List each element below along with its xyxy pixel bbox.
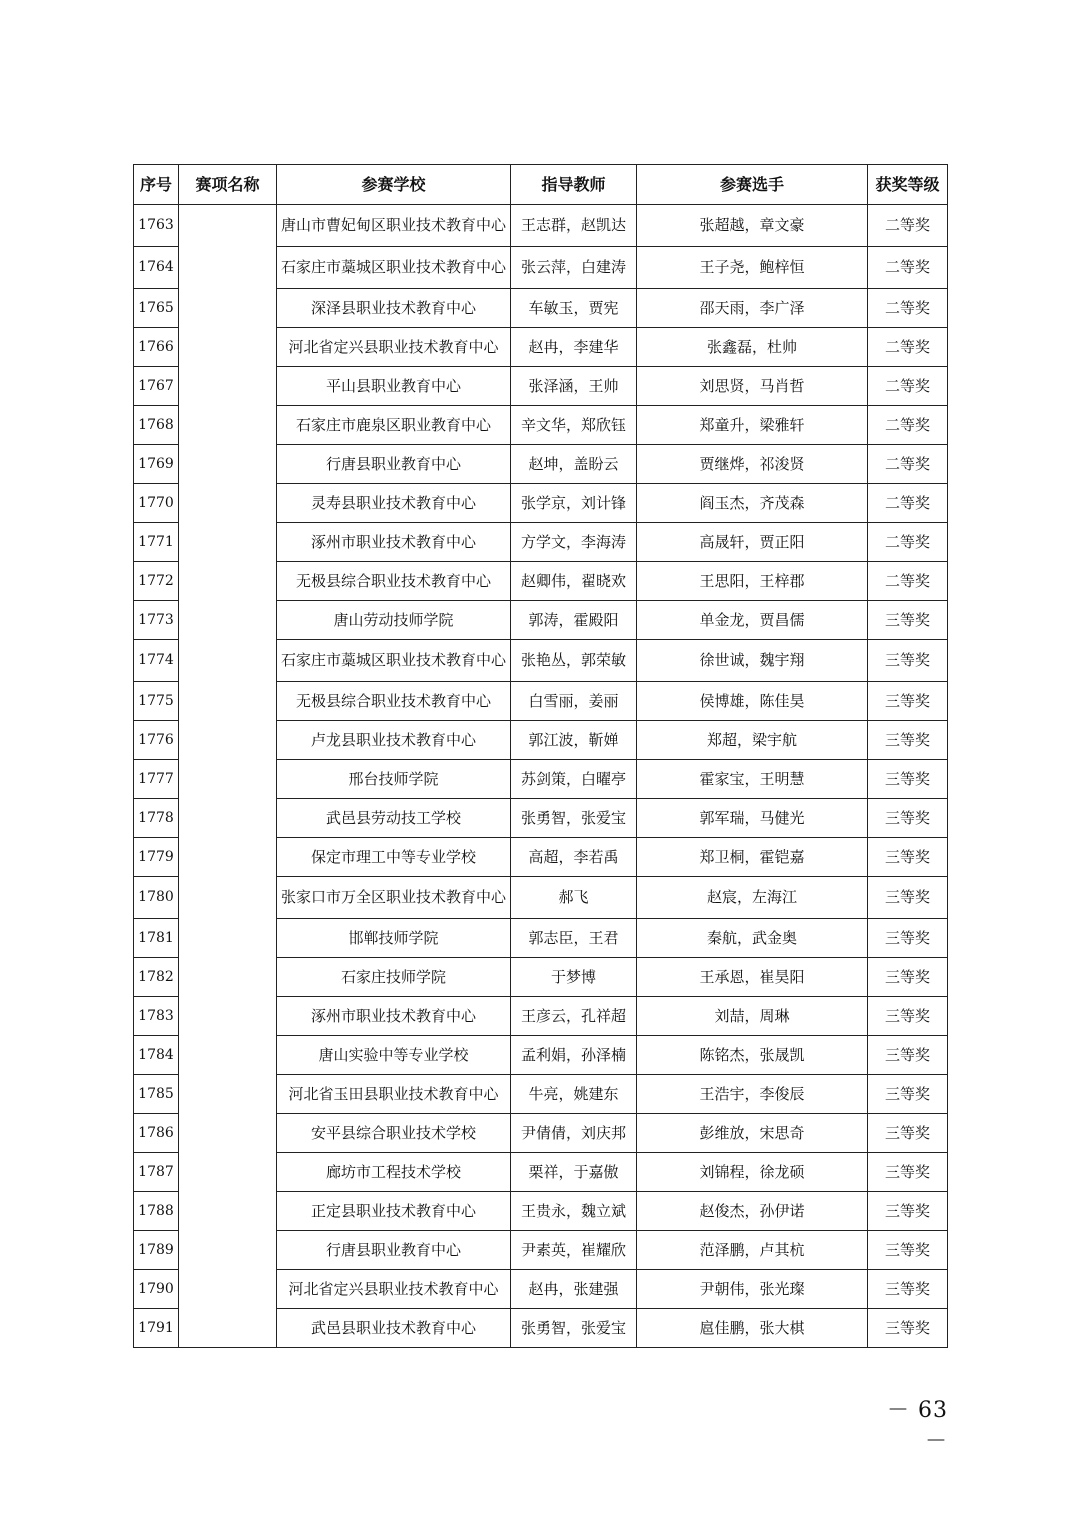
event-name-cell [179,205,277,1348]
serial-number-cell: 1790 [134,1270,179,1309]
instructor-cell: 赵冉，李建华 [511,328,637,367]
serial-number-cell: 1764 [134,247,179,289]
award-level-cell: 三等奖 [868,799,948,838]
serial-number-cell: 1773 [134,601,179,640]
contestants-cell: 范泽鹏，卢其杭 [637,1231,868,1270]
school-cell: 廊坊市工程技术学校 [277,1153,511,1192]
instructor-cell: 郭志臣，王君 [511,919,637,958]
contestants-cell: 张鑫磊，杜帅 [637,328,868,367]
instructor-cell: 白雪丽，姜丽 [511,682,637,721]
award-level-cell: 三等奖 [868,1153,948,1192]
instructor-cell: 郝飞 [511,877,637,919]
instructor-cell: 郭涛，霍殿阳 [511,601,637,640]
award-level-cell: 三等奖 [868,958,948,997]
serial-number-cell: 1769 [134,445,179,484]
contestants-cell: 郑超，梁宇航 [637,721,868,760]
header-award-level: 获奖等级 [868,165,948,205]
contestants-cell: 郑童升，梁雅轩 [637,406,868,445]
contestants-cell: 陈铭杰，张晟凯 [637,1036,868,1075]
contestants-cell: 高晟轩，贾正阳 [637,523,868,562]
award-level-cell: 三等奖 [868,1114,948,1153]
award-level-cell: 二等奖 [868,562,948,601]
school-cell: 唐山劳动技师学院 [277,601,511,640]
instructor-cell: 张学京，刘计锋 [511,484,637,523]
instructor-cell: 牛亮，姚建东 [511,1075,637,1114]
serial-number-cell: 1777 [134,760,179,799]
instructor-cell: 张云萍，白建涛 [511,247,637,289]
serial-number-cell: 1788 [134,1192,179,1231]
serial-number-cell: 1778 [134,799,179,838]
award-level-cell: 二等奖 [868,367,948,406]
award-level-cell: 二等奖 [868,484,948,523]
contestants-cell: 王子尧，鲍梓恒 [637,247,868,289]
instructor-cell: 孟利娟，孙泽楠 [511,1036,637,1075]
instructor-cell: 车敏玉，贾宪 [511,289,637,328]
contestants-cell: 徐世诚，魏宇翔 [637,640,868,682]
serial-number-cell: 1776 [134,721,179,760]
contestants-cell: 刘喆，周琳 [637,997,868,1036]
contestants-cell: 郑卫桐，霍铠嘉 [637,838,868,877]
award-level-cell: 三等奖 [868,1270,948,1309]
table-header [134,165,948,205]
contestants-cell: 扈佳鹏，张大棋 [637,1309,868,1348]
table-body [134,205,948,1348]
serial-number-cell: 1780 [134,877,179,919]
school-cell: 张家口市万全区职业技术教育中心 [277,877,511,919]
school-cell: 平山县职业教育中心 [277,367,511,406]
contestants-cell: 贾继烨，祁浚贤 [637,445,868,484]
serial-number-cell: 1766 [134,328,179,367]
award-level-cell: 二等奖 [868,205,948,247]
serial-number-cell: 1767 [134,367,179,406]
school-cell: 石家庄市藁城区职业技术教育中心 [277,640,511,682]
instructor-cell: 栗祥，于嘉傲 [511,1153,637,1192]
header-instructor: 指导教师 [511,165,637,205]
instructor-cell: 王彦云，孔祥超 [511,997,637,1036]
contestants-cell: 秦航，武金奥 [637,919,868,958]
instructor-cell: 方学文，李海涛 [511,523,637,562]
contestants-cell: 张超越，章文豪 [637,205,868,247]
instructor-cell: 高超，李若禹 [511,838,637,877]
school-cell: 邯郸技师学院 [277,919,511,958]
school-cell: 河北省玉田县职业技术教育中心 [277,1075,511,1114]
school-cell: 行唐县职业教育中心 [277,445,511,484]
instructor-cell: 于梦博 [511,958,637,997]
header-school: 参赛学校 [277,165,511,205]
contestants-cell: 霍家宝，王明慧 [637,760,868,799]
school-cell: 唐山实验中等专业学校 [277,1036,511,1075]
school-cell: 石家庄市鹿泉区职业教育中心 [277,406,511,445]
award-level-cell: 二等奖 [868,289,948,328]
award-level-cell: 二等奖 [868,247,948,289]
serial-number-cell: 1772 [134,562,179,601]
instructor-cell: 郭江波，靳婵 [511,721,637,760]
award-level-cell: 三等奖 [868,640,948,682]
award-level-cell: 三等奖 [868,721,948,760]
contestants-cell: 赵俊杰，孙伊诺 [637,1192,868,1231]
award-level-cell: 二等奖 [868,406,948,445]
school-cell: 唐山市曹妃甸区职业技术教育中心 [277,205,511,247]
contestants-cell: 刘思贤，马肖哲 [637,367,868,406]
contestants-cell: 王浩宇，李俊辰 [637,1075,868,1114]
award-level-cell: 二等奖 [868,523,948,562]
award-level-cell: 三等奖 [868,601,948,640]
serial-number-cell: 1774 [134,640,179,682]
contestants-cell: 彭维放，宋思奇 [637,1114,868,1153]
award-level-cell: 二等奖 [868,445,948,484]
award-level-cell: 三等奖 [868,877,948,919]
header-contestants: 参赛选手 [637,165,868,205]
contestants-cell: 赵宸，左海江 [637,877,868,919]
contestants-cell: 单金龙，贾昌儒 [637,601,868,640]
award-level-cell: 三等奖 [868,919,948,958]
award-level-cell: 三等奖 [868,997,948,1036]
school-cell: 保定市理工中等专业学校 [277,838,511,877]
award-level-cell: 三等奖 [868,1036,948,1075]
serial-number-cell: 1765 [134,289,179,328]
instructor-cell: 赵坤，盖盼云 [511,445,637,484]
contestants-cell: 邵天雨，李广泽 [637,289,868,328]
serial-number-cell: 1787 [134,1153,179,1192]
serial-number-cell: 1785 [134,1075,179,1114]
instructor-cell: 苏剑策，白曜亭 [511,760,637,799]
serial-number-cell: 1770 [134,484,179,523]
award-level-cell: 三等奖 [868,1231,948,1270]
serial-number-cell: 1782 [134,958,179,997]
instructor-cell: 尹素英，崔耀欣 [511,1231,637,1270]
serial-number-cell: 1789 [134,1231,179,1270]
school-cell: 河北省定兴县职业技术教育中心 [277,328,511,367]
instructor-cell: 王志群，赵凯达 [511,205,637,247]
serial-number-cell: 1786 [134,1114,179,1153]
contestants-cell: 王承恩，崔昊阳 [637,958,868,997]
school-cell: 石家庄市藁城区职业技术教育中心 [277,247,511,289]
table-row [134,205,948,247]
header-serial-number: 序号 [134,165,179,205]
school-cell: 行唐县职业教育中心 [277,1231,511,1270]
header-event-name: 赛项名称 [179,165,277,205]
award-level-cell: 三等奖 [868,682,948,721]
award-level-cell: 二等奖 [868,328,948,367]
serial-number-cell: 1771 [134,523,179,562]
school-cell: 涿州市职业技术教育中心 [277,523,511,562]
school-cell: 河北省定兴县职业技术教育中心 [277,1270,511,1309]
instructor-cell: 张泽涵，王帅 [511,367,637,406]
instructor-cell: 张勇智，张爱宝 [511,1309,637,1348]
header-row [134,165,948,205]
award-level-cell: 三等奖 [868,1192,948,1231]
instructor-cell: 赵卿伟，翟晓欢 [511,562,637,601]
serial-number-cell: 1791 [134,1309,179,1348]
school-cell: 涿州市职业技术教育中心 [277,997,511,1036]
instructor-cell: 辛文华，郑欣钰 [511,406,637,445]
serial-number-cell: 1775 [134,682,179,721]
contestants-cell: 王思阳，王梓郡 [637,562,868,601]
contestants-cell: 郭军瑞，马健光 [637,799,868,838]
award-level-cell: 三等奖 [868,1075,948,1114]
awards-table [133,164,948,1348]
award-level-cell: 三等奖 [868,760,948,799]
contestants-cell: 阎玉杰，齐茂森 [637,484,868,523]
school-cell: 无极县综合职业技术教育中心 [277,562,511,601]
serial-number-cell: 1781 [134,919,179,958]
page-number: － 63 － [887,1398,948,1454]
serial-number-cell: 1784 [134,1036,179,1075]
instructor-cell: 张勇智，张爱宝 [511,799,637,838]
serial-number-cell: 1768 [134,406,179,445]
school-cell: 安平县综合职业技术学校 [277,1114,511,1153]
award-level-cell: 三等奖 [868,838,948,877]
school-cell: 武邑县劳动技工学校 [277,799,511,838]
instructor-cell: 赵冉，张建强 [511,1270,637,1309]
contestants-cell: 尹朝伟，张光璨 [637,1270,868,1309]
serial-number-cell: 1783 [134,997,179,1036]
contestants-cell: 侯博雄，陈佳昊 [637,682,868,721]
school-cell: 无极县综合职业技术教育中心 [277,682,511,721]
serial-number-cell: 1763 [134,205,179,247]
school-cell: 邢台技师学院 [277,760,511,799]
school-cell: 灵寿县职业技术教育中心 [277,484,511,523]
school-cell: 卢龙县职业技术教育中心 [277,721,511,760]
instructor-cell: 尹倩倩，刘庆邦 [511,1114,637,1153]
award-level-cell: 三等奖 [868,1309,948,1348]
school-cell: 正定县职业技术教育中心 [277,1192,511,1231]
school-cell: 武邑县职业技术教育中心 [277,1309,511,1348]
serial-number-cell: 1779 [134,838,179,877]
instructor-cell: 王贵永，魏立斌 [511,1192,637,1231]
contestants-cell: 刘锦程，徐龙硕 [637,1153,868,1192]
school-cell: 深泽县职业技术教育中心 [277,289,511,328]
instructor-cell: 张艳丛，郭荣敏 [511,640,637,682]
school-cell: 石家庄技师学院 [277,958,511,997]
